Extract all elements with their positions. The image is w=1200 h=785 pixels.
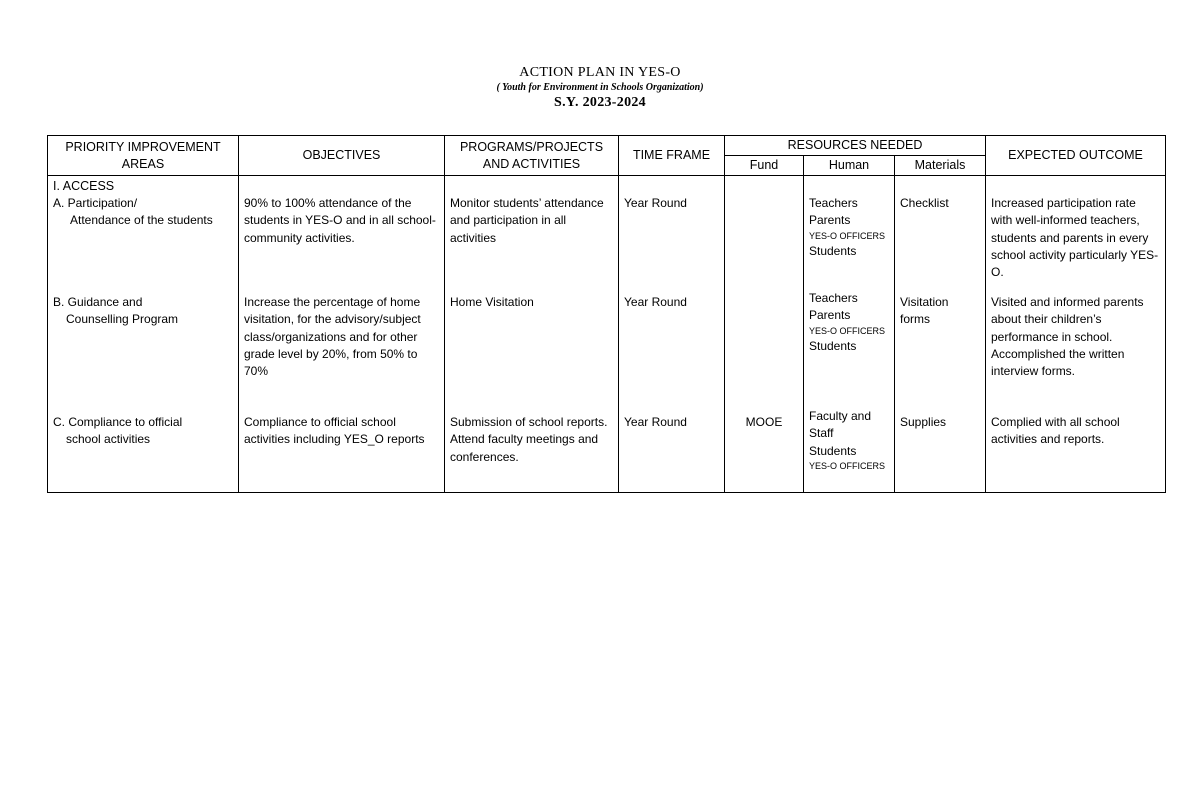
human-item: Parents [809, 308, 851, 323]
outcome-cell [986, 414, 1166, 493]
human-cell [804, 291, 895, 414]
priority-area-rest: Counselling Program [66, 312, 179, 327]
document-title: ACTION PLAN IN YES-O [519, 65, 681, 80]
section-label: I. ACCESS [53, 179, 115, 193]
header-outcome: EXPECTED OUTCOME [986, 136, 1166, 176]
priority-area-cell [48, 414, 239, 493]
objective-cell [239, 294, 445, 414]
fund-cell [725, 414, 804, 493]
fund-cell [725, 176, 804, 295]
document-header [0, 64, 1200, 111]
program-cell [445, 294, 619, 414]
program-text: Monitor students’ attendance and participation in all activities [450, 196, 604, 245]
human-cell [804, 176, 895, 295]
program-text-extra: Attend faculty meetings and conferences. [450, 432, 599, 464]
priority-area-cell [48, 294, 239, 414]
objective-text: Compliance to official school activities including YES_O reports [244, 415, 425, 447]
table-row [48, 176, 1166, 295]
time-frame-cell [619, 294, 725, 414]
program-text: Submission of school reports. [450, 415, 608, 429]
human-item: YES-O OFFICERS [809, 460, 886, 471]
table-row [48, 414, 1166, 493]
time-frame-text: Year Round [624, 196, 687, 210]
materials-text: Supplies [900, 415, 947, 429]
school-year: S.Y. 2023-2024 [554, 95, 646, 110]
human-item: YES-O OFFICERS [809, 230, 886, 241]
fund-text: MOOE [745, 415, 783, 429]
materials-text: Checklist [900, 196, 949, 210]
document-subtitle: ( Youth for Environment in Schools Organization) [496, 82, 704, 93]
time-frame-text: Year Round [624, 415, 687, 429]
program-cell [445, 176, 619, 295]
fund-text [730, 176, 798, 195]
human-item: Parents [809, 213, 851, 228]
materials-cell [895, 414, 986, 493]
priority-area-rest: school activities [66, 432, 151, 447]
materials-cell [895, 294, 986, 414]
human-item: Teachers [809, 196, 858, 210]
header-resources: RESOURCES NEEDED [725, 136, 986, 156]
time-frame-text: Year Round [624, 295, 687, 309]
objective-cell [239, 414, 445, 493]
priority-area-rest: Attendance of the students [70, 213, 213, 228]
human-item: Teachers [809, 291, 858, 305]
header-time-frame: TIME FRAME [619, 136, 725, 176]
time-frame-cell [619, 414, 725, 493]
human-item: Students [809, 338, 857, 353]
header-fund: Fund [725, 156, 804, 176]
program-text: Home Visitation [450, 295, 534, 309]
materials-cell [895, 176, 986, 295]
fund-cell [725, 294, 804, 414]
human-item: Faculty and Staff [809, 409, 872, 441]
outcome-cell [986, 176, 1166, 295]
time-frame-cell [619, 176, 725, 295]
priority-area-cell [48, 176, 239, 295]
header-human: Human [804, 156, 895, 176]
priority-area-first: A. Participation/ [53, 196, 138, 210]
priority-area-first: B. Guidance and [53, 295, 143, 309]
objective-text: 90% to 100% attendance of the students in YES-O and in all school-community activities. [244, 196, 436, 245]
priority-area-first: C. Compliance to official [53, 415, 183, 429]
human-cell [804, 409, 895, 493]
program-cell [445, 414, 619, 493]
action-plan-table [47, 135, 1166, 493]
header-priority: PRIORITY IMPROVEMENT AREAS [48, 136, 239, 176]
human-item: YES-O OFFICERS [809, 325, 886, 336]
outcome-text: Complied with all school activities and reports. [991, 415, 1120, 447]
header-objectives: OBJECTIVES [239, 136, 445, 176]
objective-cell [239, 176, 445, 295]
outcome-text-extra: Accomplished the written interview forms. [991, 346, 1125, 379]
objective-text: Increase the percentage of home visitation, for the advisory/subject class/organizations and for other grade level by 20%, from 50% to 70% [244, 295, 421, 379]
human-item: Students [809, 243, 857, 258]
materials-text: Visitation forms [900, 295, 949, 327]
header-materials: Materials [895, 156, 986, 176]
outcome-cell [986, 294, 1166, 414]
outcome-text: Increased participation rate with well-informed teachers, students and parents in every school activity particularly YES-O. [991, 196, 1159, 280]
human-item: Students [809, 443, 857, 458]
outcome-text: Visited and informed parents about their children’s performance in school. [991, 295, 1144, 344]
table-row [48, 294, 1166, 414]
header-programs: PROGRAMS/PROJECTS AND ACTIVITIES [445, 136, 619, 176]
